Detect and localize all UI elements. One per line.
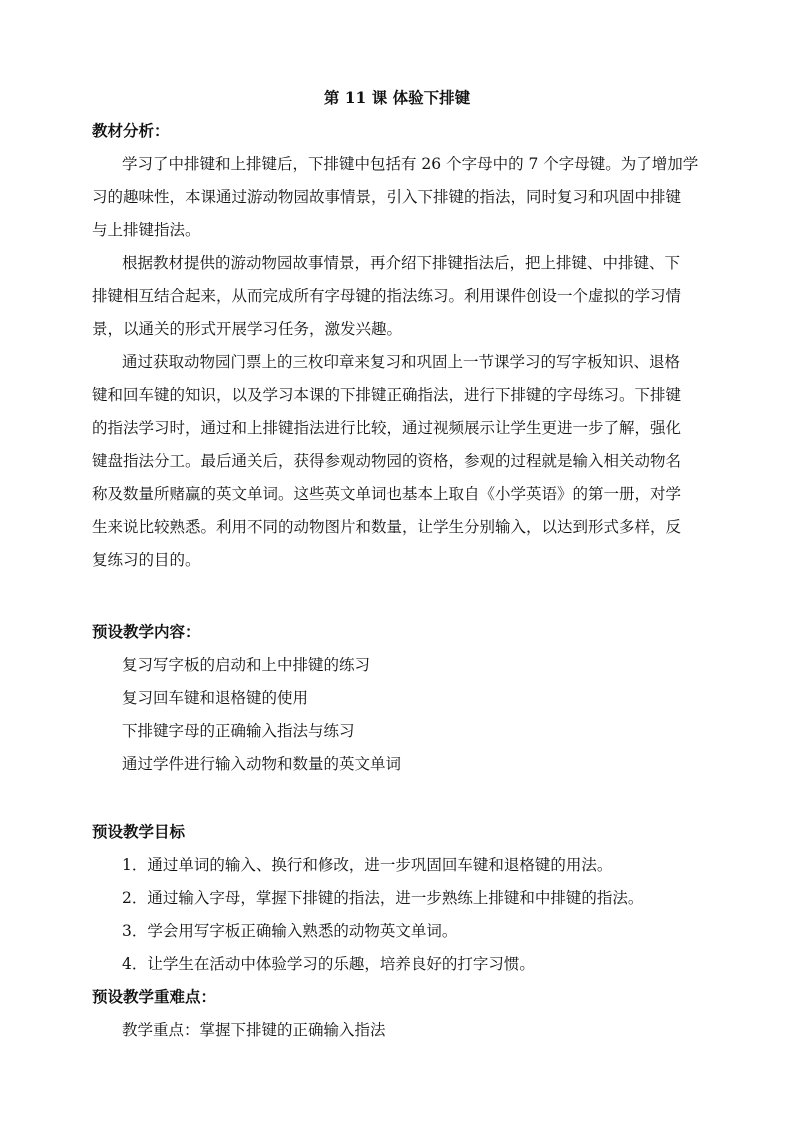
paragraph-line: 键和回车键的知识，以及学习本课的下排键正确指法，进行下排键的字母练习。下排键 [92,386,682,404]
paragraph-line: 的指法学习时，通过和上排键指法进行比较，通过视频展示让学生更进一步了解，强化 [92,419,682,437]
paragraph-line: 习的趣味性，本课通过游动物园故事情景，引入下排键的指法，同时复习和巩固中排键 [92,188,682,206]
paragraph-line: 排键相互结合起来，从而完成所有字母键的指法练习。利用课件创设一个虚拟的学习情 [92,287,682,305]
section-heading-teaching-content: 预设教学内容： [92,622,201,641]
section-heading-key-difficulties: 预设教学重难点： [92,987,217,1006]
paragraph-line: 称及数量所赌赢的英文单词。这些英文单词也基本上取自《小学英语》的第一册，对学 [92,485,682,503]
list-item: 4．让学生在活动中体验学习的乐趣，培养良好的打字习惯。 [122,955,535,973]
list-item: 复习回车键和退格键的使用 [122,689,309,707]
section-heading-textbook-analysis: 教材分析： [92,121,170,140]
paragraph-line: 景，以通关的形式开展学习任务，激发兴趣。 [92,320,403,338]
list-item: 教学重点：掌握下排键的正确输入指法 [122,1021,386,1039]
list-item: 3．学会用写字板正确输入熟悉的动物英文单词。 [122,922,458,940]
list-item: 通过学件进行输入动物和数量的英文单词 [122,755,402,773]
list-item: 复习写字板的启动和上中排键的练习 [122,656,371,674]
paragraph-line: 根据教材提供的游动物园故事情景，再介绍下排键指法后，把上排键、中排键、下 [122,254,681,272]
section-heading-teaching-goals: 预设教学目标 [92,822,186,841]
paragraph-line: 与上排键指法。 [92,221,201,239]
paragraph-line: 复练习的目的。 [92,551,201,569]
page-title: 第 11 课 体验下排键 [323,88,471,107]
paragraph-line: 通过获取动物园门票上的三枚印章来复习和巩固上一节课学习的写字板知识、退格 [122,353,681,371]
paragraph-line: 学习了中排键和上排键后，下排键中包括有 26 个字母中的 7 个字母键。为了增加学 [122,155,699,173]
list-item: 2．通过输入字母，掌握下排键的指法，进一步熟练上排键和中排键的指法。 [122,889,644,907]
paragraph-line: 生来说比较熟悉。利用不同的动物图片和数量，让学生分别输入，以达到形式多样，反 [92,518,682,536]
paragraph-line: 键盘指法分工。最后通关后，获得参观动物园的资格，参观的过程就是输入相关动物名 [92,452,682,470]
list-item: 1．通过单词的输入、换行和修改，进一步巩固回车键和退格键的用法。 [122,856,613,874]
list-item: 下排键字母的正确输入指法与练习 [122,722,355,740]
